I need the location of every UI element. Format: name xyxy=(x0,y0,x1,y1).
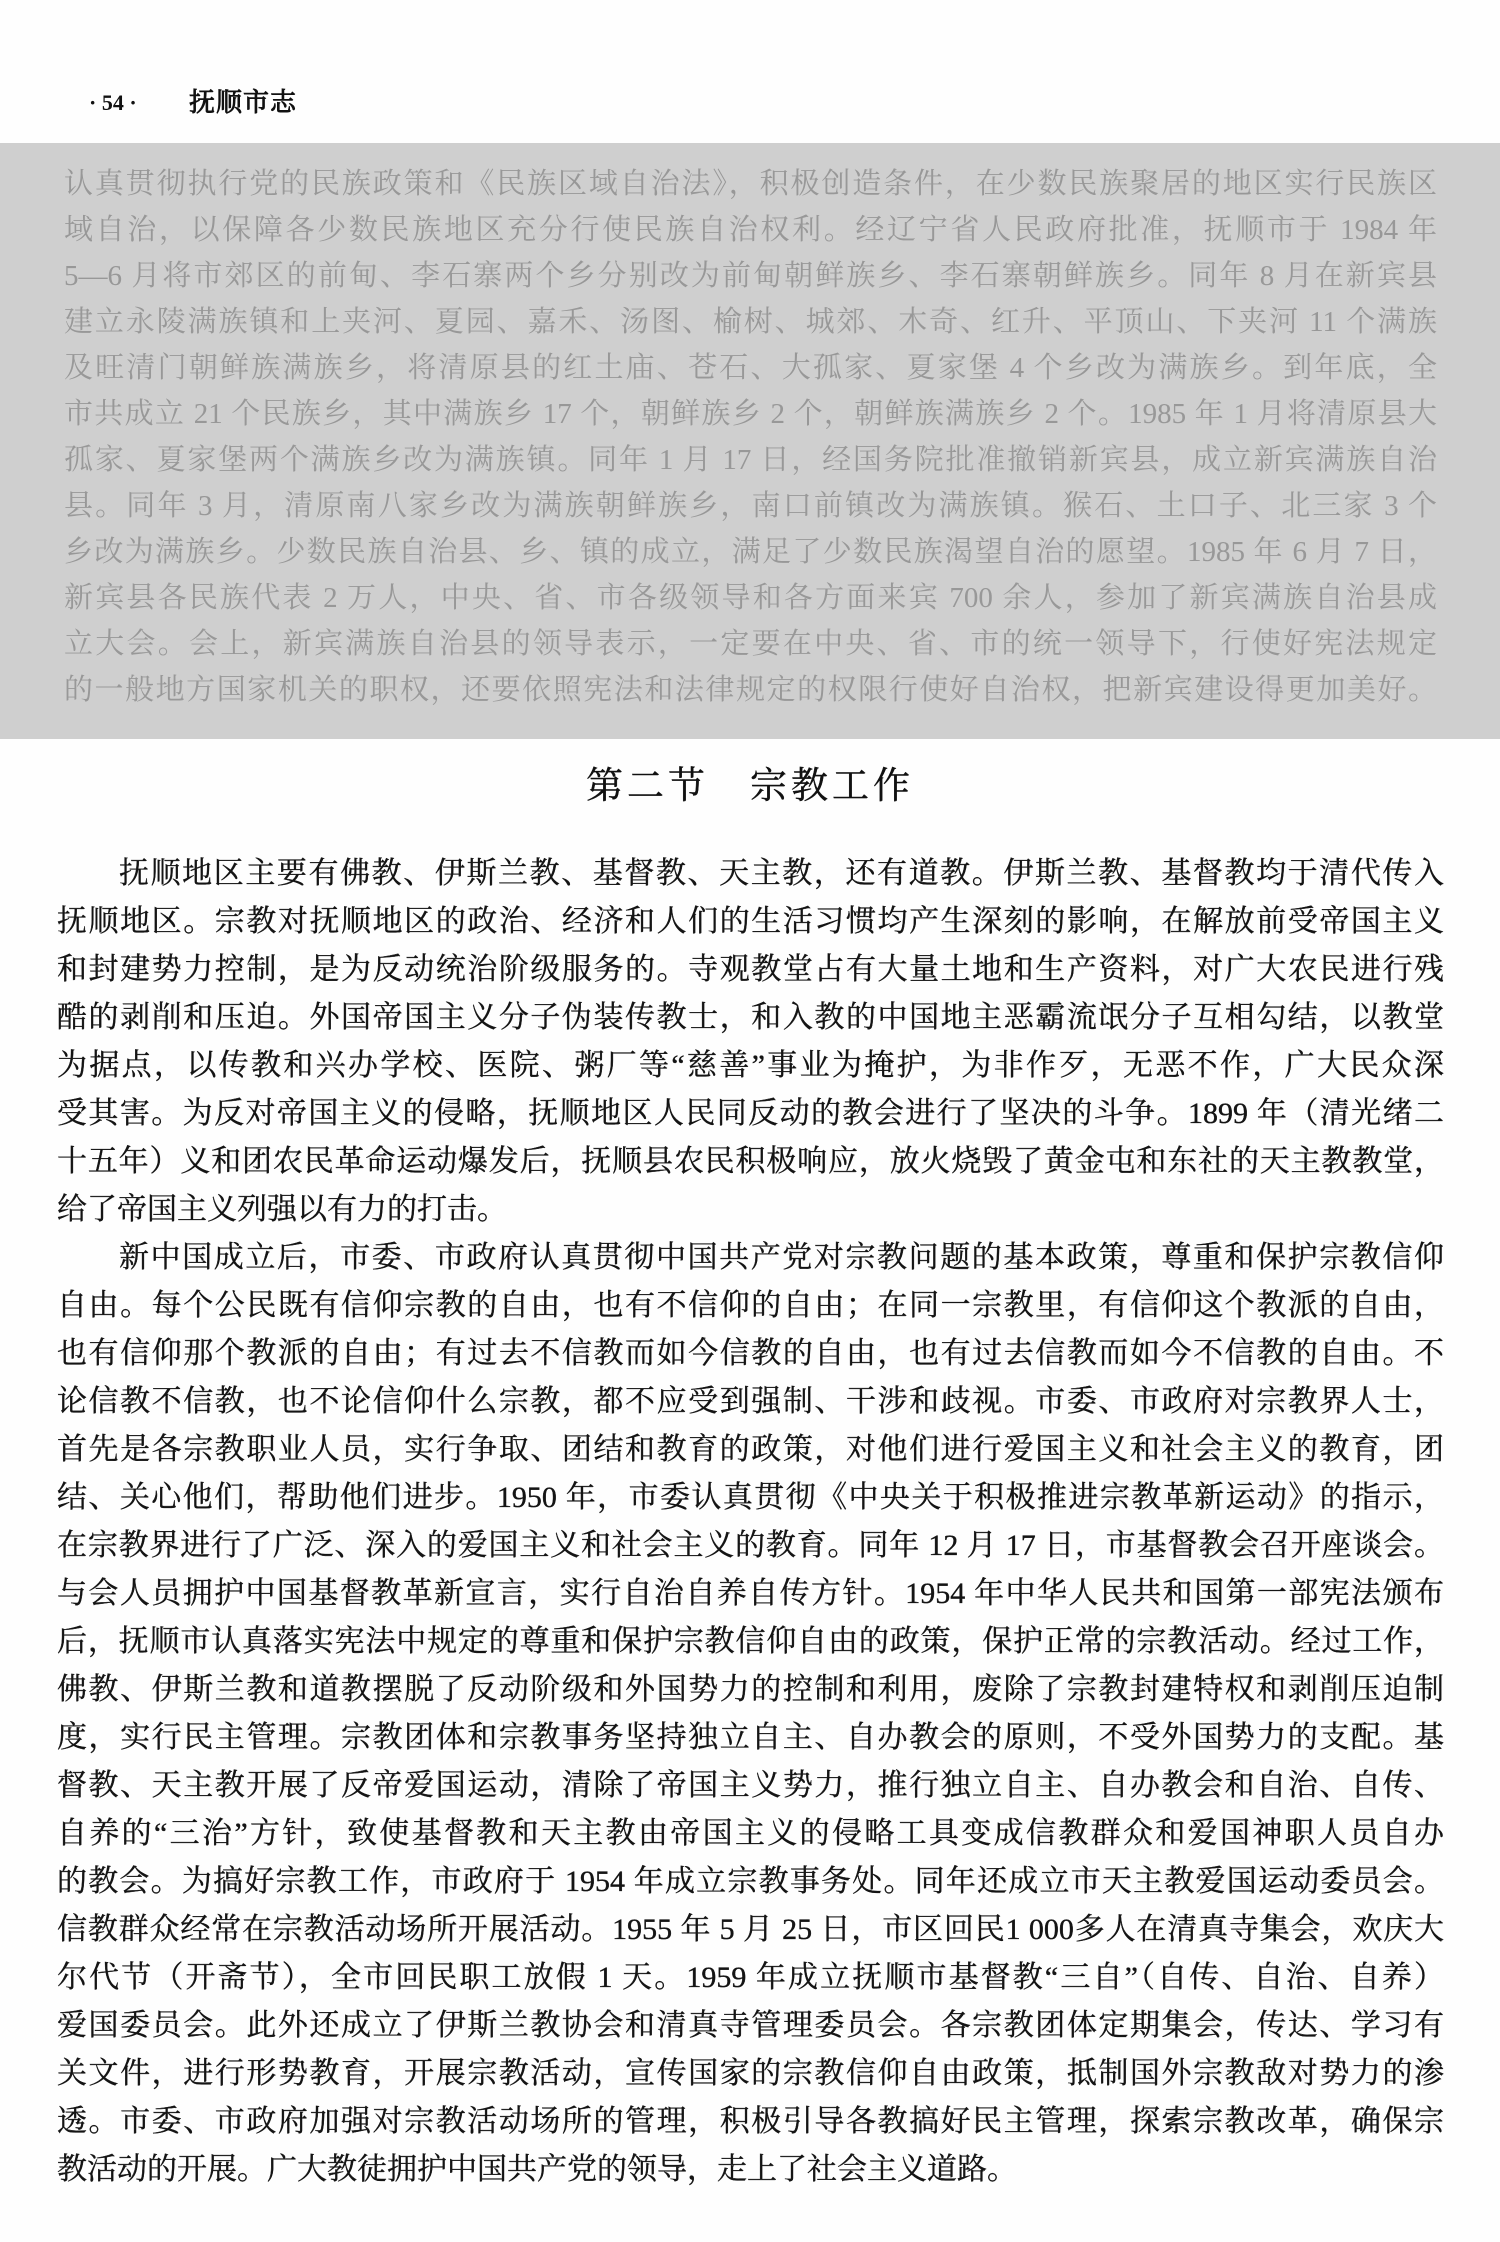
shaded-passage xyxy=(0,143,1500,739)
paragraph-line: 受其害。为反对帝国主义的侵略，抚顺地区人民同反动的教会进行了坚决的斗争。1899 年（清光绪二 xyxy=(57,1097,1444,1130)
shaded-passage-line: 的一般地方国家机关的职权，还要依照宪法和法律规定的权限行使好自治权，把新宾建设得更加美好。 xyxy=(64,674,1437,706)
paragraph-line: 透。市委、市政府加强对宗教活动场所的管理，积极引导各教搞好民主管理，探索宗教改革，确保宗 xyxy=(57,2105,1444,2138)
paragraph-line: 的教会。为搞好宗教工作，市政府于 1954 年成立宗教事务处。同年还成立市天主教爱国运动委员会。 xyxy=(57,1865,1444,1898)
paragraph-line: 爱国委员会。此外还成立了伊斯兰教协会和清真寺管理委员会。各宗教团体定期集会，传达、学习有 xyxy=(57,2009,1444,2042)
paragraph-line: 论信教不信教，也不论信仰什么宗教，都不应受到强制、干涉和歧视。市委、市政府对宗教界人士， xyxy=(57,1385,1444,1418)
paragraph-line: 度，实行民主管理。宗教团体和宗教事务坚持独立自主、自办教会的原则，不受外国势力的支配。基 xyxy=(57,1721,1444,1754)
paragraph-line: 后，抚顺市认真落实宪法中规定的尊重和保护宗教信仰自由的政策，保护正常的宗教活动。经过工作， xyxy=(57,1625,1444,1658)
shaded-passage-line: 县。同年 3 月，清原南八家乡改为满族朝鲜族乡，南口前镇改为满族镇。猴石、土口子、北三家 3 个 xyxy=(64,490,1437,522)
shaded-passage-line: 域自治，以保障各少数民族地区充分行使民族自治权利。经辽宁省人民政府批准，抚顺市于 1984 年 xyxy=(64,214,1437,246)
paragraph-line: 在宗教界进行了广泛、深入的爱国主义和社会主义的教育。同年 12 月 17 日，市基督教会召开座谈会。 xyxy=(57,1529,1444,1562)
shaded-passage-line: 市共成立 21 个民族乡，其中满族乡 17 个，朝鲜族乡 2 个，朝鲜族满族乡 2 个。1985 年 1 月将清原县大 xyxy=(64,398,1437,430)
paragraph-line: 和封建势力控制，是为反动统治阶级服务的。寺观教堂占有大量土地和生产资料，对广大农民进行残 xyxy=(57,953,1444,986)
section-body xyxy=(57,850,1444,2194)
paragraph-line: 与会人员拥护中国基督教革新宣言，实行自治自养自传方针。1954 年中华人民共和国第一部宪法颁布 xyxy=(57,1577,1444,1610)
paragraph-line: 给了帝国主义列强以有力的打击。 xyxy=(57,1193,507,1226)
shaded-passage-text xyxy=(64,161,1437,713)
shaded-passage-line: 立大会。会上，新宾满族自治县的领导表示，一定要在中央、省、市的统一领导下，行使好宪法规定 xyxy=(64,628,1437,660)
shaded-passage-line: 新宾县各民族代表 2 万人，中央、省、市各级领导和各方面来宾 700 余人，参加了新宾满族自治县成 xyxy=(64,582,1437,614)
shaded-passage-line: 孤家、夏家堡两个满族乡改为满族镇。同年 1 月 17 日，经国务院批准撤销新宾县，成立新宾满族自治 xyxy=(64,444,1437,476)
body-paragraph xyxy=(57,1234,1444,2194)
shaded-passage-line: 及旺清门朝鲜族满族乡，将清原县的红土庙、苍石、大孤家、夏家堡 4 个乡改为满族乡。到年底，全 xyxy=(64,352,1437,384)
shaded-passage-line: 乡改为满族乡。少数民族自治县、乡、镇的成立，满足了少数民族渴望自治的愿望。1985 年 6 月 7 日， xyxy=(64,536,1437,568)
paragraph-line: 督教、天主教开展了反帝爱国运动，清除了帝国主义势力，推行独立自主、自办教会和自治、自传、 xyxy=(57,1769,1444,1802)
paragraph-line: 抚顺地区主要有佛教、伊斯兰教、基督教、天主教，还有道教。伊斯兰教、基督教均于清代传入 xyxy=(119,857,1444,890)
paragraph-line: 抚顺地区。宗教对抚顺地区的政治、经济和人们的生活习惯均产生深刻的影响，在解放前受帝国主义 xyxy=(57,905,1444,938)
paragraph-line: 首先是各宗教职业人员，实行争取、团结和教育的政策，对他们进行爱国主义和社会主义的教育，团 xyxy=(57,1433,1444,1466)
paragraph-line: 自由。每个公民既有信仰宗教的自由，也有不信仰的自由；在同一宗教里，有信仰这个教派的自由， xyxy=(57,1289,1444,1322)
paragraph-line: 教活动的开展。广大教徒拥护中国共产党的领导，走上了社会主义道路。 xyxy=(57,2153,1017,2186)
shaded-passage-line: 5—6 月将市郊区的前甸、李石寨两个乡分别改为前甸朝鲜族乡、李石寨朝鲜族乡。同年 8 月在新宾县 xyxy=(64,260,1437,292)
page-number: · 54 · xyxy=(89,90,137,115)
section-heading: 第二节 宗教工作 xyxy=(586,764,914,807)
paragraph-line: 新中国成立后，市委、市政府认真贯彻中国共产党对宗教问题的基本政策，尊重和保护宗教信仰 xyxy=(119,1241,1444,1274)
paragraph-line: 十五年）义和团农民革命运动爆发后，抚顺县农民积极响应，放火烧毁了黄金屯和东社的天主教教堂， xyxy=(57,1145,1444,1178)
paragraph-line: 酷的剥削和压迫。外国帝国主义分子伪装传教士，和入教的中国地主恶霸流氓分子互相勾结，以教堂 xyxy=(57,1001,1444,1034)
paragraph-line: 自养的“三治”方针，致使基督教和天主教由帝国主义的侵略工具变成信教群众和爱国神职人员自办 xyxy=(57,1817,1444,1850)
paragraph-line: 信教群众经常在宗教活动场所开展活动。1955 年 5 月 25 日，市区回民1 000多人在清真寺集会，欢庆大 xyxy=(57,1913,1444,1946)
shaded-passage-line: 建立永陵满族镇和上夹河、夏园、嘉禾、汤图、榆树、城郊、木奇、红升、平顶山、下夹河 11 个满族 xyxy=(64,306,1437,338)
shaded-passage-line: 认真贯彻执行党的民族政策和《民族区域自治法》，积极创造条件，在少数民族聚居的地区实行民族区 xyxy=(64,168,1437,200)
paragraph-line: 佛教、伊斯兰教和道教摆脱了反动阶级和外国势力的控制和利用，废除了宗教封建特权和剥削压迫制 xyxy=(57,1673,1444,1706)
paragraph-line: 关文件，进行形势教育，开展宗教活动，宣传国家的宗教信仰自由政策，抵制国外宗教敌对势力的渗 xyxy=(57,2057,1444,2090)
book-title: 抚顺市志 xyxy=(189,88,298,118)
body-paragraph xyxy=(57,850,1444,1234)
paragraph-line: 结、关心他们，帮助他们进步。1950 年，市委认真贯彻《中央关于积极推进宗教革新运动》的指示， xyxy=(57,1481,1444,1514)
paragraph-line: 尔代节（开斋节），全市回民职工放假 1 天。1959 年成立抚顺市基督教“三自”（自传、自治、自养） xyxy=(57,1961,1444,1994)
paragraph-line: 为据点，以传教和兴办学校、医院、粥厂等“慈善”事业为掩护，为非作歹，无恶不作，广大民众深 xyxy=(57,1049,1444,1082)
paragraph-line: 也有信仰那个教派的自由；有过去不信教而如今信教的自由，也有过去信教而如今不信教的自由。不 xyxy=(57,1337,1444,1370)
